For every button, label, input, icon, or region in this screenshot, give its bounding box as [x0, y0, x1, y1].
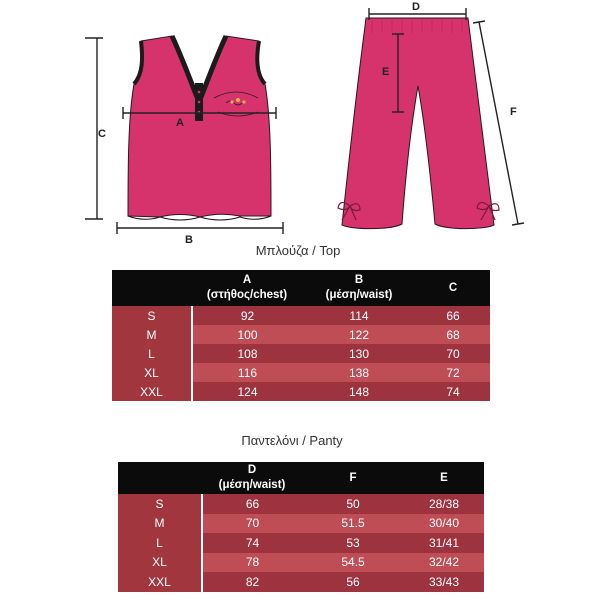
label-c: C: [98, 128, 106, 140]
size-label-cell: M: [118, 514, 202, 534]
measurement-cell: 74: [202, 533, 302, 553]
top-header-cell: [192, 270, 302, 306]
table-row: [118, 553, 484, 573]
label-f: F: [510, 106, 517, 118]
pants-garment-drawing: [338, 18, 499, 229]
top-header-letter: A: [242, 274, 252, 286]
top-table-body: [112, 306, 490, 401]
measurement-cell: 68: [416, 325, 490, 344]
top-garment-drawing: [128, 36, 271, 220]
label-e: E: [382, 66, 390, 78]
measurement-cell: 51.5: [302, 514, 404, 534]
measurement-cell: 66: [416, 306, 490, 325]
measurement-cell: 70: [416, 344, 490, 363]
size-label-cell: S: [118, 494, 202, 514]
label-d: D: [412, 1, 420, 13]
table-row: [112, 325, 490, 344]
top-header-letter: C: [448, 281, 458, 294]
measurement-cell: 122: [302, 325, 416, 344]
measurement-cell: 116: [192, 363, 302, 382]
top-header-cell: [416, 270, 490, 306]
measurement-cell: 130: [302, 344, 416, 363]
pants-header-cell: [302, 462, 404, 494]
measurement-cell: 53: [302, 533, 404, 553]
measurement-cell: 31/41: [404, 533, 484, 553]
measurement-cell: 72: [416, 363, 490, 382]
size-label-cell: L: [118, 533, 202, 553]
measurement-cell: 124: [192, 382, 302, 401]
pants-table-body: [118, 494, 484, 592]
top-header-description: (στήθος/chest): [206, 289, 288, 301]
measurement-cell: 108: [192, 344, 302, 363]
measurement-cell: 28/38: [404, 494, 484, 514]
size-label-cell: XL: [112, 363, 192, 382]
top-size-table: [112, 270, 490, 401]
size-label-cell: XXL: [118, 572, 202, 592]
measurement-cell: 33/43: [404, 572, 484, 592]
measurement-cell: 114: [302, 306, 416, 325]
table-row: [118, 514, 484, 534]
measurement-cell: 32/42: [404, 553, 484, 573]
pants-size-table: [118, 462, 484, 592]
table-row: [112, 363, 490, 382]
size-label-cell: S: [112, 306, 192, 325]
pants-header-letter: E: [440, 471, 448, 484]
pants-header-description: (μέση/waist): [218, 479, 286, 491]
pants-table-header: [118, 462, 484, 494]
measurement-cell: 138: [302, 363, 416, 382]
size-label-cell: XXL: [112, 382, 192, 401]
table-row: [112, 344, 490, 363]
pants-header-letter: F: [349, 471, 357, 484]
table-row: [118, 533, 484, 553]
size-label-cell: XL: [118, 553, 202, 573]
measurement-cell: 66: [202, 494, 302, 514]
top-header-letter: B: [354, 274, 364, 286]
table-row: [118, 572, 484, 592]
top-table-header: [112, 270, 490, 306]
top-header-cell: [112, 270, 192, 306]
measurement-cell: 54.5: [302, 553, 404, 573]
measurement-cell: 56: [302, 572, 404, 592]
top-header-cell: [302, 270, 416, 306]
measurement-cell: 78: [202, 553, 302, 573]
size-label-cell: L: [112, 344, 192, 363]
top-header-description: (μέση/waist): [325, 289, 393, 301]
pants-header-cell: [118, 462, 202, 494]
label-a: A: [176, 117, 184, 129]
label-b: B: [185, 234, 193, 246]
top-caption: Μπλούζα / Top: [255, 243, 341, 258]
table-row: [118, 494, 484, 514]
size-label-cell: M: [112, 325, 192, 344]
pants-header-letter: D: [247, 464, 257, 476]
measurement-cell: 92: [192, 306, 302, 325]
table-row: [112, 382, 490, 401]
pants-header-cell: [202, 462, 302, 494]
measurement-cell: 50: [302, 494, 404, 514]
pants-header-cell: [404, 462, 484, 494]
measurement-cell: 82: [202, 572, 302, 592]
measurement-cell: 74: [416, 382, 490, 401]
pants-caption: Παντελόνι / Panty: [241, 433, 343, 448]
measurement-cell: 100: [192, 325, 302, 344]
measurement-cell: 70: [202, 514, 302, 534]
measurement-cell: 30/40: [404, 514, 484, 534]
size-illustration: [0, 0, 600, 250]
measurement-cell: 148: [302, 382, 416, 401]
table-row: [112, 306, 490, 325]
